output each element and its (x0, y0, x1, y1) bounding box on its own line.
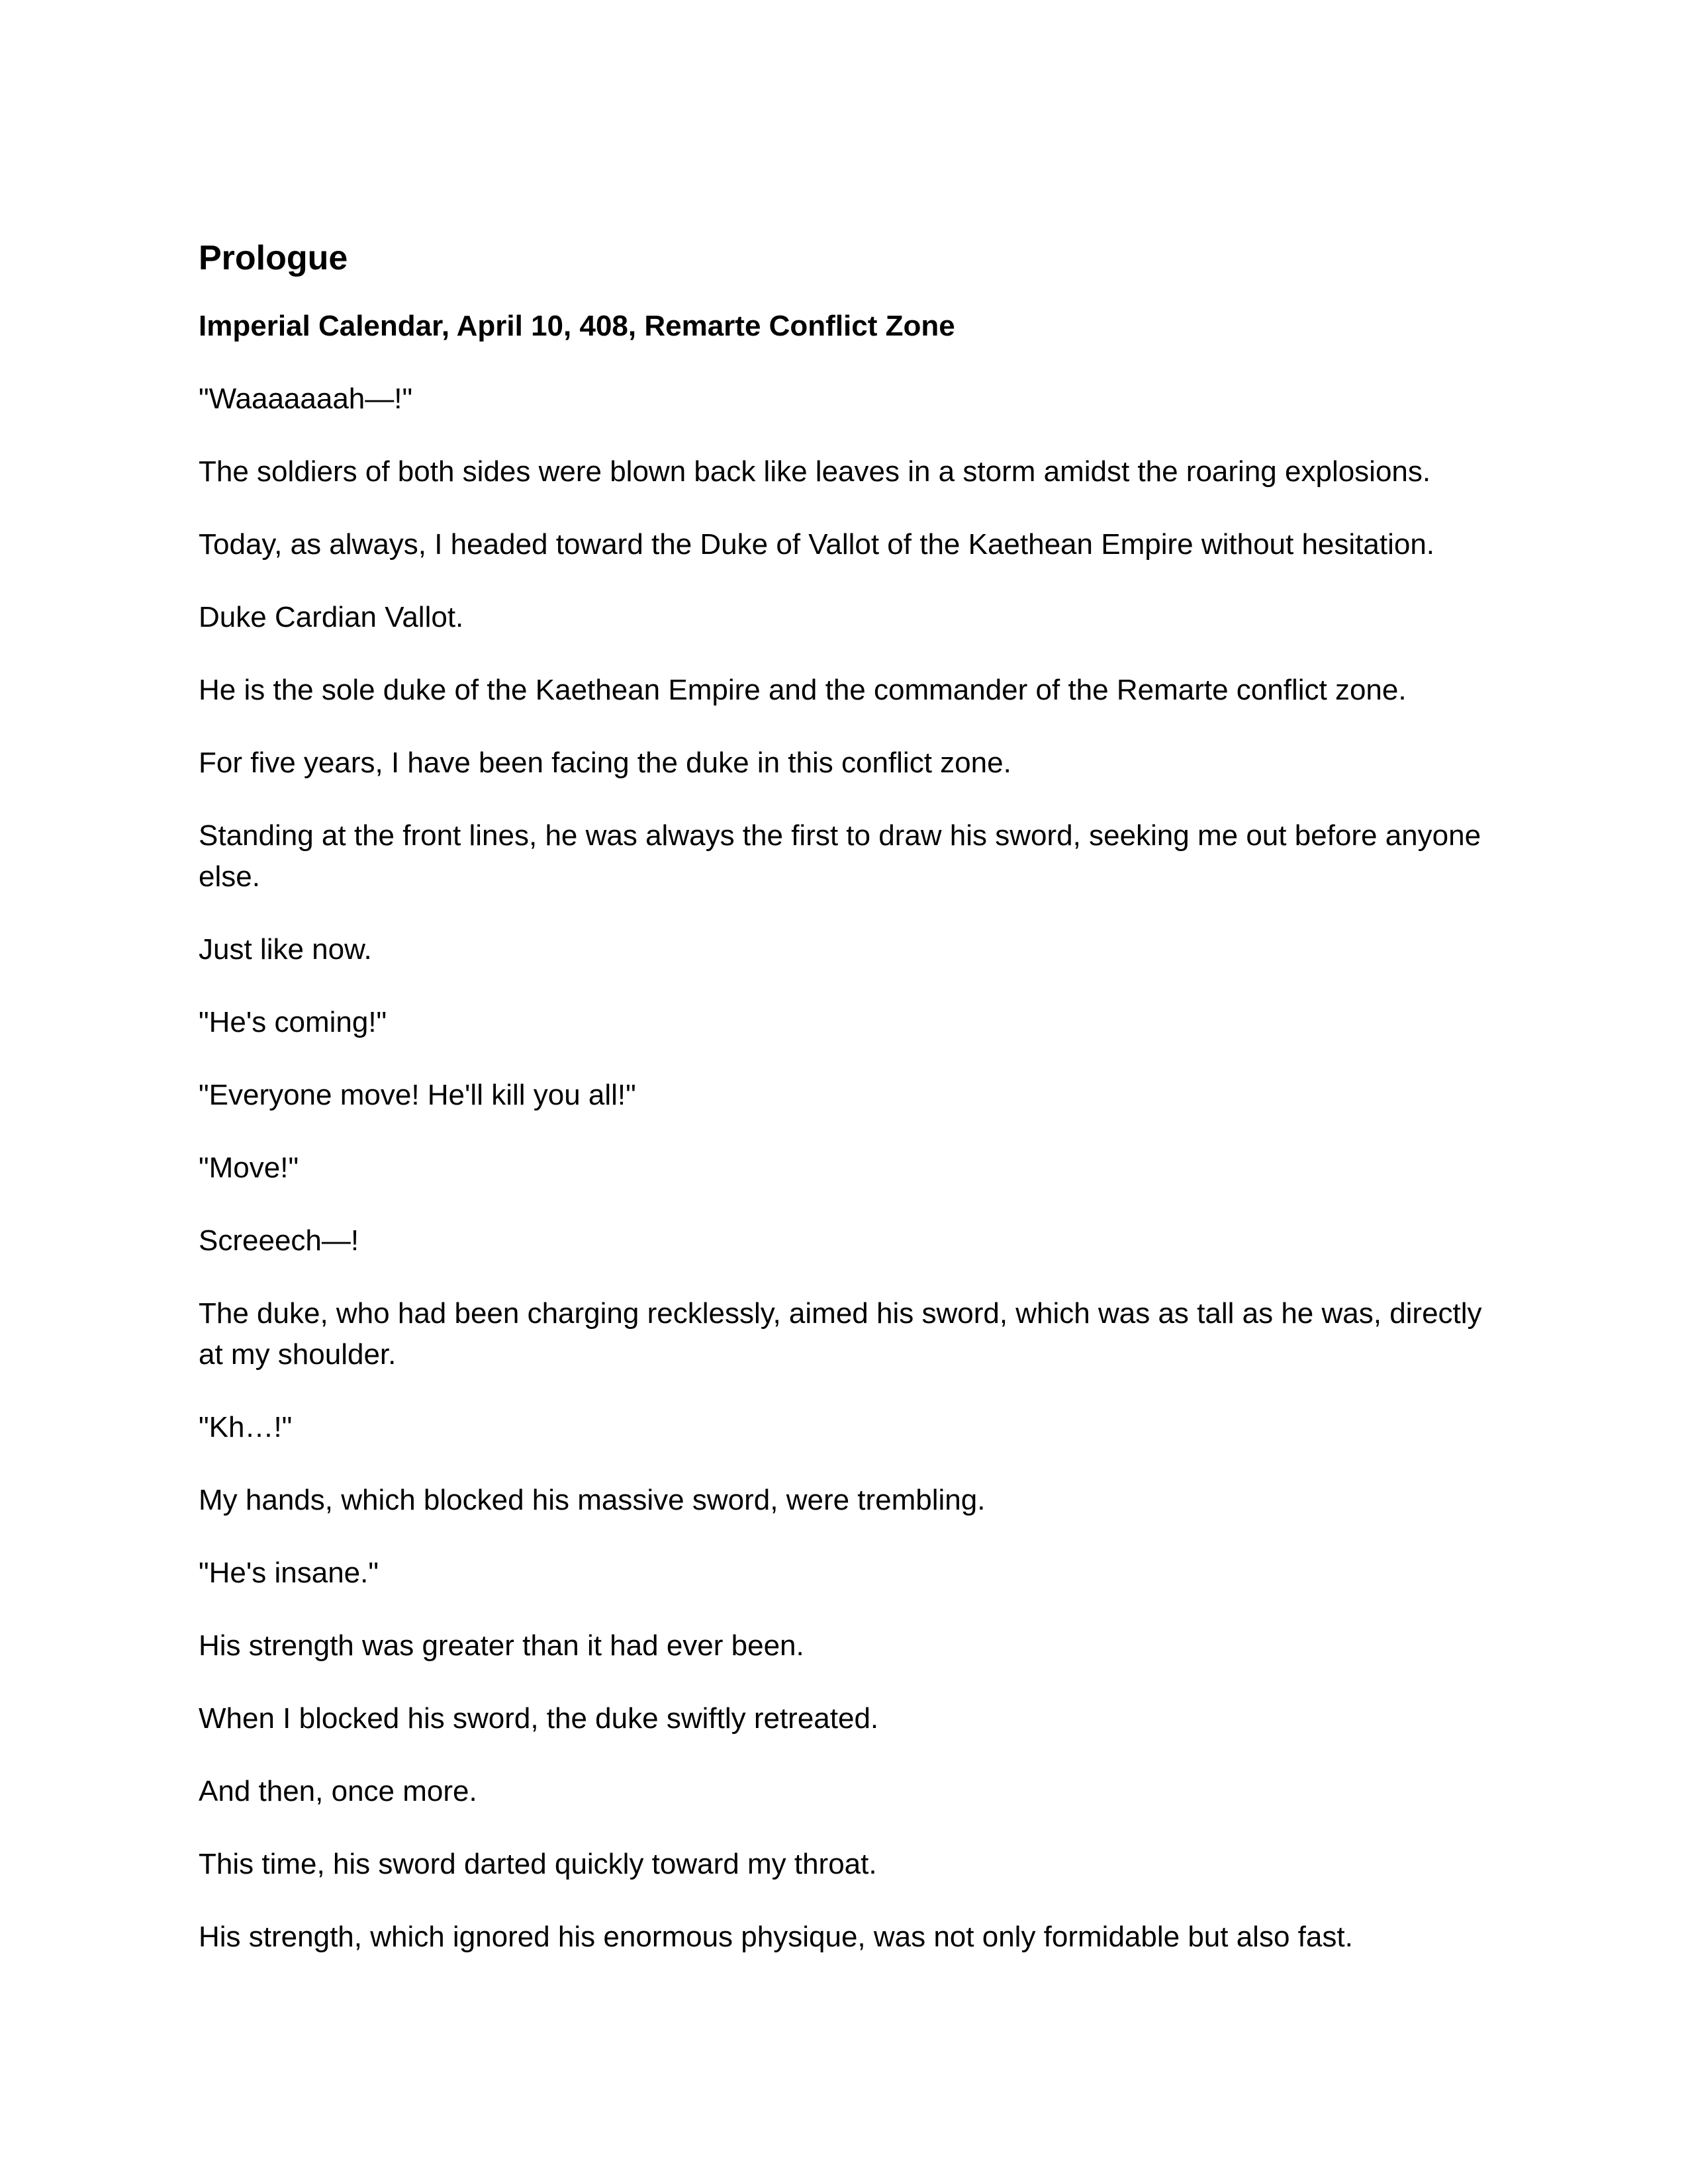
paragraph-13: The duke, who had been charging recklessly, aimed his sword, which was as tall as he was, directly at my shoulder. (199, 1297, 1482, 1371)
paragraph-20: This time, his sword darted quickly toward my throat. (199, 1848, 877, 1880)
document-body (199, 233, 1496, 1989)
paragraph-19: And then, once more. (199, 1775, 477, 1807)
paragraph-17: His strength was greater than it had ever been. (199, 1629, 804, 1662)
paragraph-15: My hands, which blocked his massive sword, were trembling. (199, 1484, 986, 1516)
paragraph-2: The soldiers of both sides were blown back like leaves in a storm amidst the roaring explosions. (199, 455, 1431, 488)
chapter-subtitle: Imperial Calendar, April 10, 408, Remarte Conflict Zone (199, 310, 955, 342)
chapter-title: Prologue (199, 239, 348, 277)
paragraph-14: "Kh…!" (199, 1411, 293, 1443)
paragraph-9: "He's coming!" (199, 1006, 387, 1038)
paragraph-18: When I blocked his sword, the duke swiftly retreated. (199, 1702, 879, 1735)
paragraph-6: For five years, I have been facing the duke in this conflict zone. (199, 747, 1011, 779)
paragraph-1: "Waaaaaaah—!" (199, 383, 413, 415)
paragraph-11: "Move!" (199, 1152, 299, 1184)
paragraph-21: His strength, which ignored his enormous physique, was not only formidable but also fast. (199, 1921, 1353, 1953)
paragraph-7: Standing at the front lines, he was always the first to draw his sword, seeking me out before anyone else. (199, 819, 1481, 893)
paragraph-4: Duke Cardian Vallot. (199, 601, 464, 633)
paragraph-3: Today, as always, I headed toward the Duke of Vallot of the Kaethean Empire without hesitation. (199, 528, 1435, 561)
paragraph-16: "He's insane." (199, 1557, 379, 1589)
paragraph-12: Screeech—! (199, 1224, 359, 1257)
paragraph-5: He is the sole duke of the Kaethean Empire and the commander of the Remarte conflict zone. (199, 674, 1407, 706)
paragraph-10: "Everyone move! He'll kill you all!" (199, 1079, 636, 1111)
paragraph-8: Just like now. (199, 933, 372, 966)
